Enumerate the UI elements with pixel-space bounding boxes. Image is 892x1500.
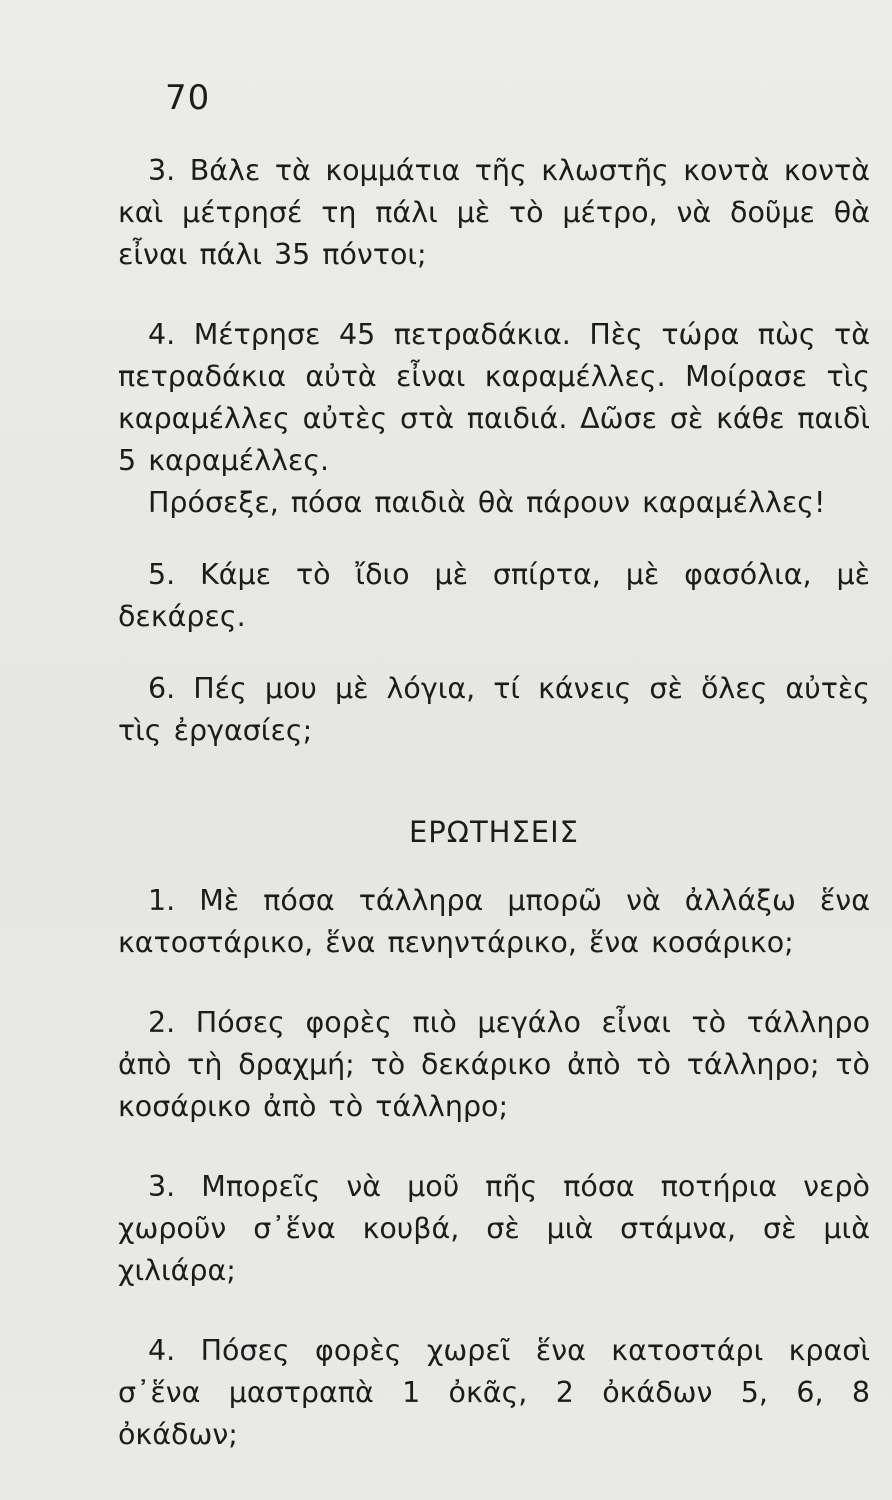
exercise-4-note: Πρόσεξε, πόσα παιδιὰ θὰ πάρουν καραμέλλες! [148,486,826,519]
exercise-4: 4. Μέτρησε 45 πετραδάκια. Πὲς τώρα πὼς τὰ πετραδάκια αὐτὰ εἶναι καραμέλλες. Μοίρασε τὶς καραμέλλες αὐτὲς στὰ παιδιά. Δῶσε σὲ κάθε παιδὶ 5 καραμέλλες. [118,318,870,477]
section-heading: ΕΡΩΤΗΣΕΙΣ [408,815,579,849]
question-2: 2. Πόσες φορὲς πιὸ μεγάλο εἶναι τὸ τάλληρο ἀπὸ τὴ δραχμή; τὸ δεκάρικο ἀπὸ τὸ τάλληρο; τὸ κοσάρικο ἀπὸ τὸ τάλληρο; [118,1006,870,1123]
question-1: 1. Μὲ πόσα τάλληρα μπορῶ νὰ ἀλλάξω ἕνα κατοστάρικο, ἕνα πενηντάρικο, ἕνα κοσάρικο; [118,884,870,959]
question-3: 3. Μπορεῖς νὰ μοῦ πῆς πόσα ποτήρια νερὸ χωροῦν σ᾽ἕνα κουβά, σὲ μιὰ στάμνα, σὲ μιὰ χιλιάρα; [118,1170,870,1287]
question-4: 4. Πόσες φορὲς χωρεῖ ἕνα κατοστάρι κρασὶ σ᾽ἕνα μαστραπὰ 1 ὀκᾶς, 2 ὀκάδων 5, 6, 8 ὀκάδων; [118,1334,870,1451]
page-number: 70 [165,78,211,118]
exercise-6: 6. Πές μου μὲ λόγια, τί κάνεις σὲ ὅλες αὐτὲς τὶς ἐργασίες; [118,672,870,747]
exercise-3: 3. Βάλε τὰ κομμάτια τῆς κλωστῆς κοντὰ κοντὰ καὶ μέτρησέ τη πάλι μὲ τὸ μέτρο, νὰ δοῦμε θὰ εἶναι πάλι 35 πόντοι; [118,154,870,271]
page-content [118,150,870,1456]
exercise-5: 5. Κάμε τὸ ἴδιο μὲ σπίρτα, μὲ φασόλια, μὲ δεκάρες. [118,558,870,633]
